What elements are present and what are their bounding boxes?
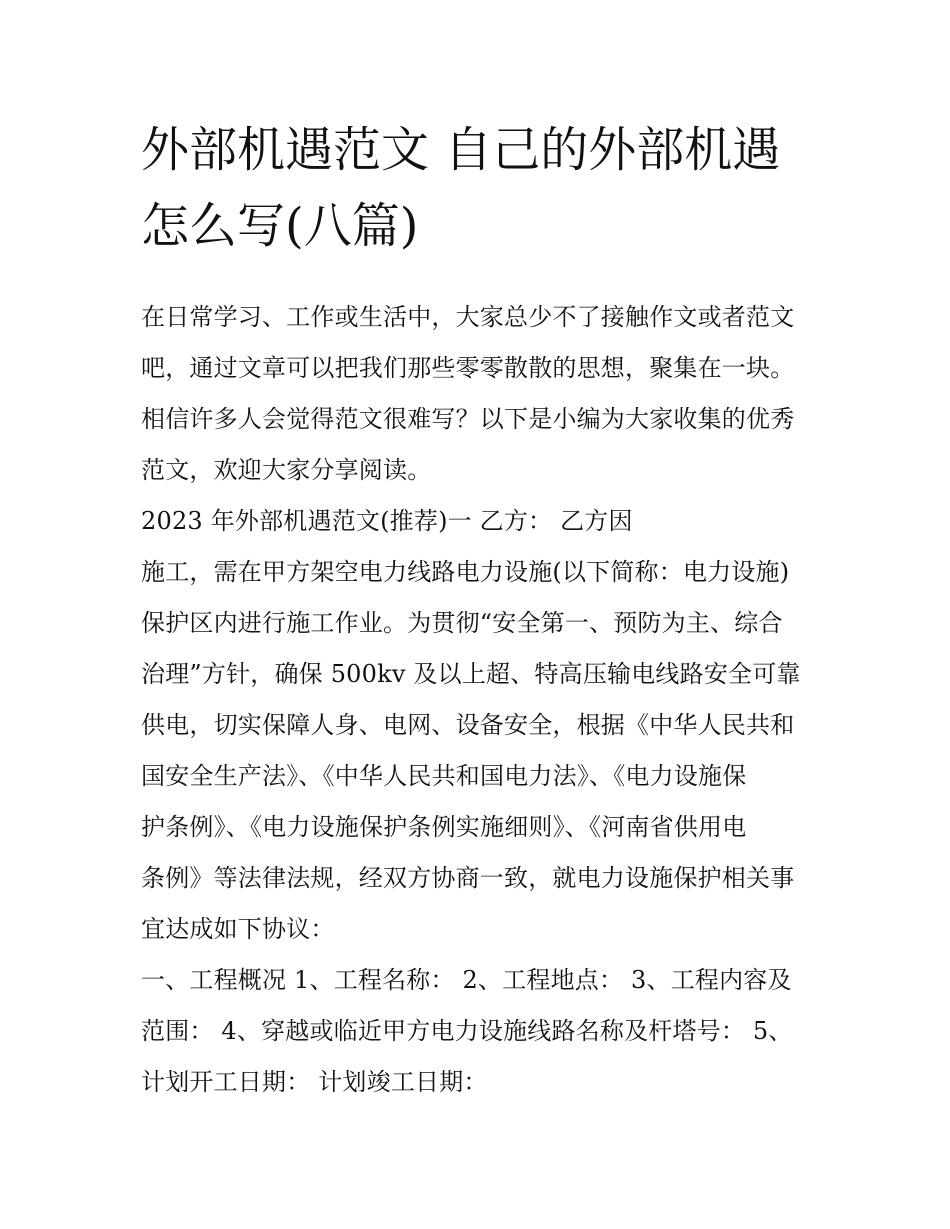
text-line: 国安全生产法》、《中华人民共和国电力法》、《电力设施保 [141,762,747,790]
text-line: 计划开工日期： 计划竣工日期： [141,1068,488,1096]
text-line: 一、工程概况 1、工程名称： 2、工程地点： 3、工程内容及 [141,966,792,994]
text-line: 2023 年外部机遇范文(推荐)一 乙方： 乙方因 [141,507,633,535]
text-line: 宜达成如下协议： [141,915,335,943]
section-heading [141,496,821,547]
text-line: 供电，切实保障人身、电网、设备安全，根据《中华人民共和 [141,711,795,739]
text-line: 条例》等法律法规，经双方协商一致，就电力设施保护相关事 [141,864,795,892]
text-line: 施工，需在甲方架空电力线路电力设施(以下简称：电力设施) [141,558,790,586]
text-line: 护条例》、《电力设施保护条例实施细则》、《河南省供用电 [141,813,747,841]
title-line: 怎么写(八篇) [141,198,419,254]
intro-paragraph [141,292,821,496]
text-line: 范围： 4、穿越或临近甲方电力设施线路名称及杆塔号： 5、 [141,1017,793,1045]
text-line: 治理”方针，确保 500kv 及以上超、特高压输电线路安全可靠 [141,660,801,688]
text-line: 在日常学习、工作或生活中，大家总少不了接触作文或者范文 [141,303,795,331]
text-line: 相信许多人会觉得范文很难写？以下是小编为大家收集的优秀 [141,405,795,433]
text-line: 范文，欢迎大家分享阅读。 [141,456,432,484]
text-line: 吧，通过文章可以把我们那些零零散散的思想，聚集在一块。 [141,354,795,382]
document-content [141,112,821,1108]
project-overview-paragraph [141,955,821,1108]
text-line: 保护区内进行施工作业。为贯彻“安全第一、预防为主、综合 [141,609,783,637]
title-line: 外部机遇范文 自己的外部机遇 [141,122,781,178]
document-title [141,112,821,264]
agreement-paragraph [141,547,821,955]
document-body [141,292,821,1108]
